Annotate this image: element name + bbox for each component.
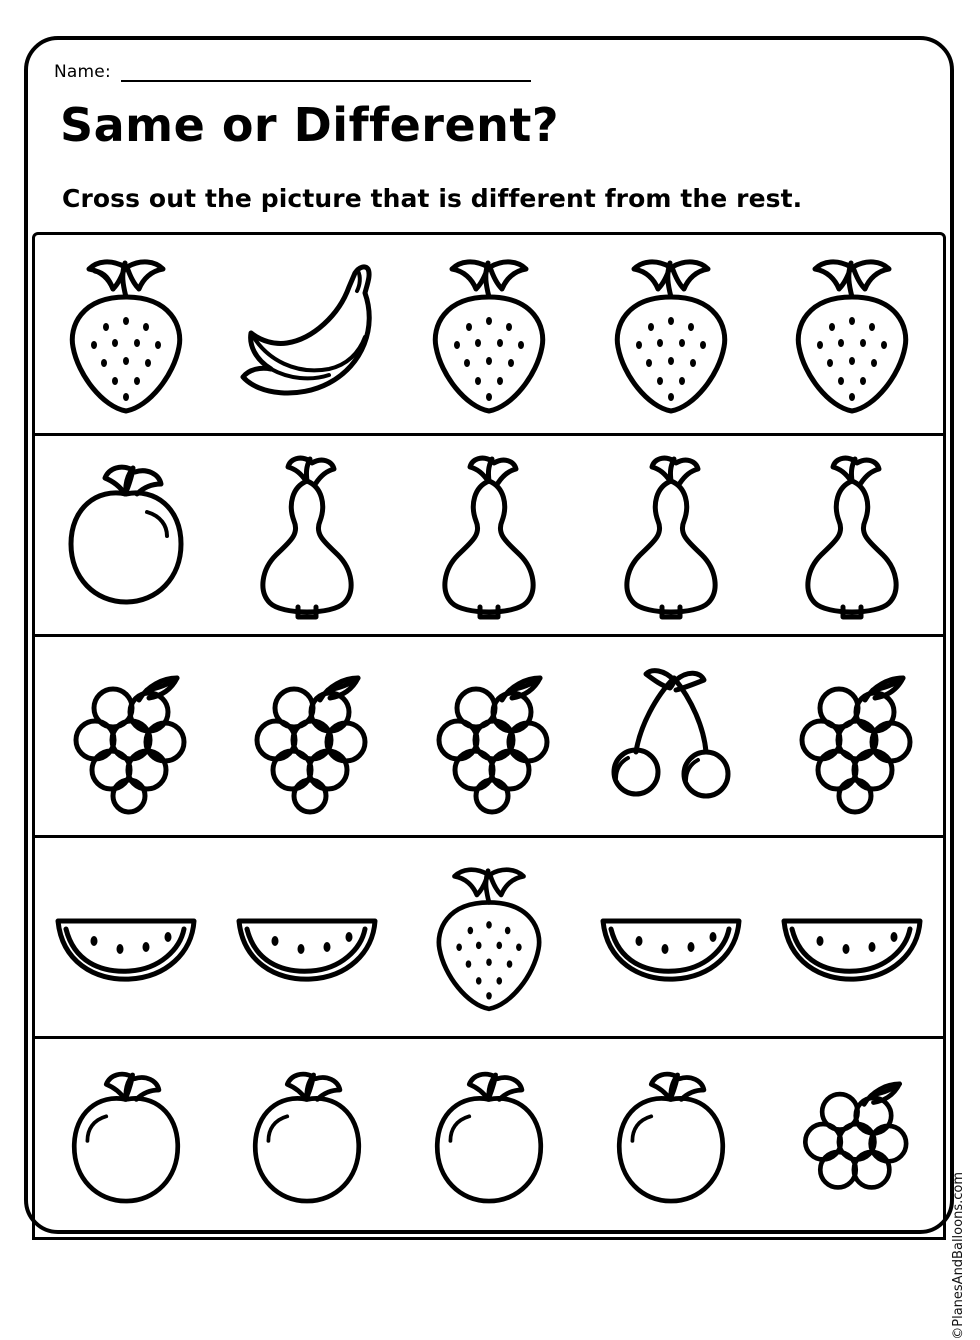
grapes-icon	[51, 656, 201, 816]
list-item[interactable]	[403, 643, 575, 829]
pear-icon	[232, 447, 382, 623]
apple-icon	[51, 450, 201, 620]
list-item[interactable]	[766, 442, 938, 628]
list-item[interactable]	[766, 241, 938, 427]
list-item[interactable]	[585, 1045, 757, 1231]
name-input-line[interactable]	[121, 64, 531, 82]
list-item[interactable]	[40, 643, 212, 829]
pear-icon	[414, 447, 564, 623]
strawberry-icon	[596, 249, 746, 419]
credit-watermark: ©PlanesAndBalloons.com	[951, 1172, 966, 1340]
list-item[interactable]	[585, 241, 757, 427]
list-item[interactable]	[221, 844, 393, 1030]
name-label: Name:	[54, 62, 111, 82]
list-item[interactable]	[585, 442, 757, 628]
table-row	[32, 433, 946, 637]
cherries-icon	[596, 656, 746, 816]
table-row	[32, 1036, 946, 1240]
list-item[interactable]	[585, 643, 757, 829]
grapes-icon	[414, 656, 564, 816]
list-item[interactable]	[40, 442, 212, 628]
grapes-icon	[782, 1063, 922, 1213]
list-item[interactable]	[766, 643, 938, 829]
name-field-row	[54, 62, 531, 82]
list-item[interactable]	[40, 844, 212, 1030]
apple-icon	[232, 1058, 382, 1218]
strawberry-icon	[414, 249, 564, 419]
list-item[interactable]	[766, 844, 938, 1030]
list-item[interactable]	[40, 1045, 212, 1231]
pear-icon	[596, 447, 746, 623]
strawberry-icon	[51, 249, 201, 419]
table-row	[32, 835, 946, 1039]
instructions-text: Cross out the picture that is different from the rest.	[62, 184, 803, 213]
list-item[interactable]	[40, 241, 212, 427]
grapes-icon	[777, 656, 927, 816]
list-item[interactable]	[221, 442, 393, 628]
list-item[interactable]	[403, 442, 575, 628]
apple-icon	[51, 1058, 201, 1218]
list-item[interactable]	[403, 844, 575, 1030]
list-item[interactable]	[403, 1045, 575, 1231]
problem-rows	[32, 232, 946, 1237]
pear-icon	[777, 447, 927, 623]
list-item[interactable]	[585, 844, 757, 1030]
list-item[interactable]	[221, 643, 393, 829]
apple-icon	[596, 1058, 746, 1218]
list-item[interactable]	[766, 1045, 938, 1231]
watermelon-icon	[591, 877, 751, 997]
strawberry-icon	[419, 857, 559, 1017]
strawberry-icon	[777, 249, 927, 419]
list-item[interactable]	[221, 1045, 393, 1231]
list-item[interactable]	[403, 241, 575, 427]
apple-icon	[414, 1058, 564, 1218]
table-row	[32, 634, 946, 838]
watermelon-icon	[46, 877, 206, 997]
table-row	[32, 232, 946, 436]
watermelon-icon	[772, 877, 932, 997]
list-item[interactable]	[221, 241, 393, 427]
banana-icon	[227, 249, 387, 419]
watermelon-icon	[227, 877, 387, 997]
grapes-icon	[232, 656, 382, 816]
page-title: Same or Different?	[60, 98, 560, 152]
